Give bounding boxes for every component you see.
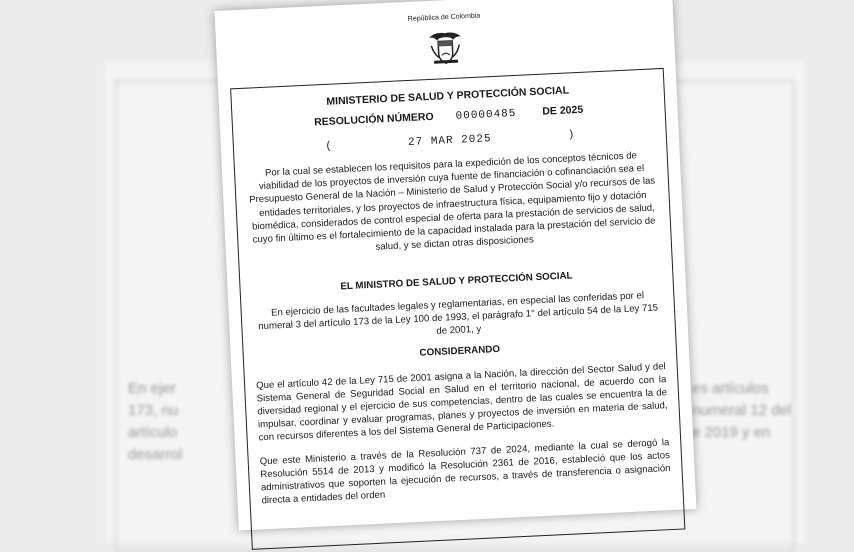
- background-text-left: En ejer 173, nu artículo desarrol: [128, 380, 183, 463]
- coat-of-arms-icon: [424, 26, 466, 68]
- resolution-number: 00000485: [455, 107, 517, 123]
- date-close-paren: ): [569, 128, 574, 141]
- resolution-year: DE 2025: [542, 103, 584, 118]
- background-text-right: es artículos numeral 12 del e 2019 y en: [692, 380, 792, 441]
- legal-powers-text: En ejercicio de las facultades legales y reglamentarias, en especial las conferidas por el numeral 3 del artículo 173 de la Ley 100 de 1993, el parágrafo 1° del artículo 54 de la Ley 715 de 2001, y: [258, 290, 659, 337]
- resolution-document: [214, 0, 696, 530]
- resolution-label: RESOLUCIÓN NÚMERO: [313, 110, 434, 129]
- date-open-paren: (: [326, 139, 331, 152]
- ministry-title: MINISTERIO DE SALUD Y PROTECCIÓN SOCIAL: [326, 84, 570, 108]
- resolution-date: 27 MAR 2025: [407, 133, 492, 150]
- resolution-summary: Por la cual se establecen los requisitos para la expedición de los conceptos técnicos de viabilidad de los proyectos de inversión cuya fuente de financiación o cofinanciación sea el Presupuesto General de la Nación – Ministerio de Salud y Protección Social y/o recursos de las entidades territoriales, y los proyectos de infraestructura física, equipamiento fijo y dotación biomédica, considerados de control especial de oferta para la prestación de servicios de salud, cuyo fin último es el fortalecimiento de la capacidad instalada para la prestación del servicio de salud, y se dictan otras disposiciones: [248, 150, 656, 253]
- considering-paragraph-2: Que este Ministerio a través de la Resolución 737 de 2024, mediante la cual se derogó la Resolución 5514 de 2013 y modificó la Resolución 2361 de 2016, estableció que los actos administrativos que soporten la ejecución de recursos, a través de transferencia o asignación directa a entidades del orden: [259, 437, 671, 507]
- considering-heading: CONSIDERANDO: [419, 343, 501, 359]
- republic-label: República de Colombia: [407, 12, 481, 23]
- minister-heading: EL MINISTRO DE SALUD Y PROTECCIÓN SOCIAL: [340, 270, 573, 293]
- considering-paragraph-1: Que el artículo 42 de la Ley 715 de 2001 asigna a la Nación, la dirección del Sector Salud y del Sistema General de Seguridad Social en Salud en el territorio nacional, de acuerdo con la diversidad regional y el ejercicio de sus competencias, dentro de las cuales se encuentra la de impulsar, coordinar y evaluar programas, planes y proyectos de inversión en materia de salud, con recursos diferentes a los del Sistema General de Participaciones.: [255, 361, 668, 444]
